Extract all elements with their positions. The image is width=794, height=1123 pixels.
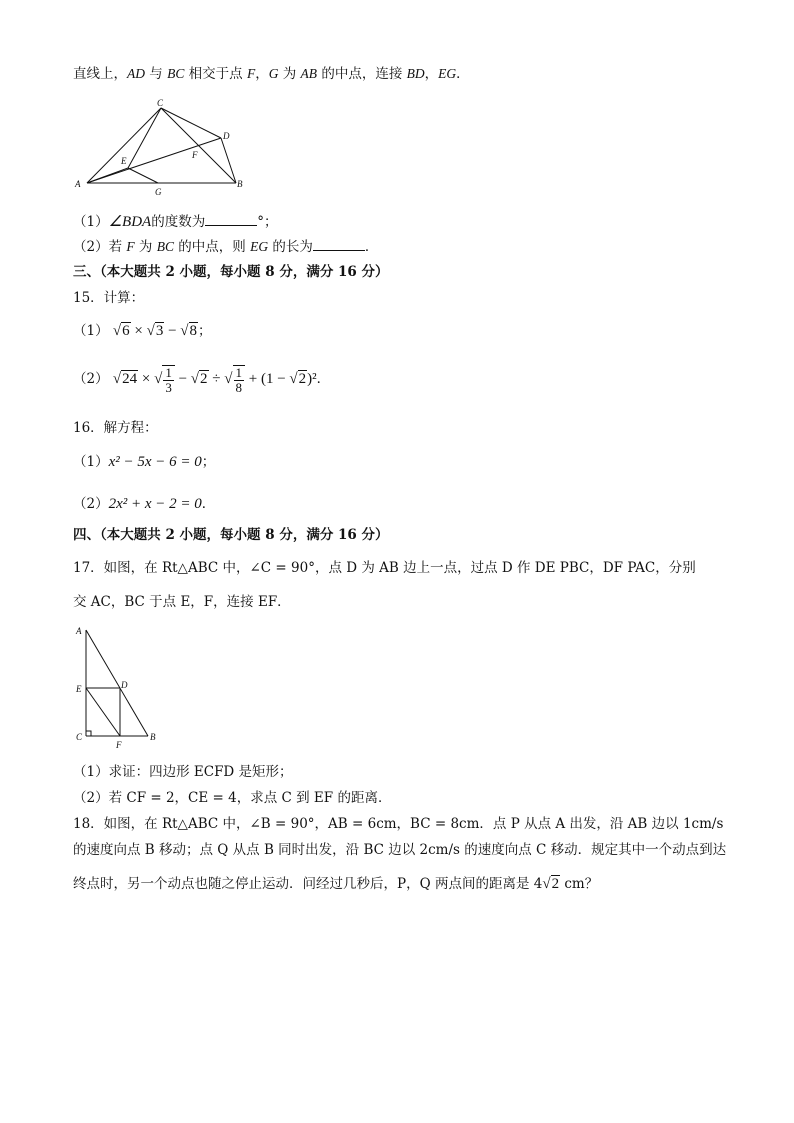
segment-cd bbox=[161, 108, 221, 138]
q15-sub2: （2） √24 × √ $\frac{1}{3}$ − √2 ÷ √ $\frac{1}{8}$ + (1 − √2)²． bbox=[73, 364, 331, 395]
answer-blank-2[interactable] bbox=[313, 238, 365, 251]
q14-sub1: （1）∠BDA的度数为 °； bbox=[73, 214, 278, 230]
label-f: F bbox=[192, 150, 198, 160]
segment-ad bbox=[87, 138, 221, 183]
segment-eg bbox=[128, 168, 158, 183]
right-angle-mark bbox=[86, 731, 91, 736]
label-f: F bbox=[116, 740, 122, 750]
label-e: E bbox=[121, 156, 127, 166]
q17-sub1: （1）求证：四边形 ECFD 是矩形； bbox=[73, 764, 293, 780]
label-e: E bbox=[76, 684, 82, 694]
label-a: A bbox=[76, 626, 82, 636]
q18-line1: 18．如图，在 Rt△ABC 中，∠B = 90°，AB = 6cm，BC = 8cm．点 P 从点 A 出发，沿 AB 边以 1cm/s bbox=[73, 816, 724, 832]
label-b: B bbox=[237, 179, 243, 189]
q17-line2: 交 AC，BC 于点 E，F，连接 EF． bbox=[73, 594, 291, 610]
q17-sub2: （2）若 CF = 2，CE = 4，求点 C 到 EF 的距离． bbox=[73, 790, 392, 806]
q18-line3: 终点时，另一个动点也随之停止运动．问经过几秒后，P，Q 两点间的距离是 4√2 cm？ bbox=[73, 876, 599, 892]
q16-sub1: （1）x² − 5x − 6 = 0； bbox=[73, 454, 216, 470]
section-4-title: 四、（本大题共 2 小题，每小题 8 分，满分 16 分） bbox=[73, 527, 389, 543]
label-g: G bbox=[155, 187, 162, 197]
label-d: D bbox=[121, 680, 128, 690]
answer-blank-1[interactable] bbox=[205, 213, 257, 226]
label-c: C bbox=[76, 732, 83, 742]
label-a: A bbox=[75, 179, 81, 189]
q18-line2: 的速度向点 B 移动；点 Q 从点 B 同时出发，沿 BC 边以 2cm/s 的速度向点 C 移动．规定其中一个动点到达 bbox=[73, 842, 727, 858]
segment-ea bbox=[87, 168, 128, 183]
section-3-title: 三、（本大题共 2 小题，每小题 8 分，满分 16 分） bbox=[73, 264, 389, 280]
segment-ef bbox=[86, 688, 120, 736]
figure-triangle-abc-d bbox=[70, 98, 255, 198]
q14-sub2: （2）若 F 为 BC 的中点，则 EG 的长为 ． bbox=[73, 239, 379, 255]
q16-sub2: （2）2x² + x − 2 = 0． bbox=[73, 496, 216, 512]
label-b: B bbox=[150, 732, 156, 742]
label-d: D bbox=[223, 131, 230, 141]
q15-sub1: （1） √6 × √3 − √8； bbox=[73, 323, 212, 339]
figure-right-triangle-abc bbox=[72, 622, 162, 752]
q16-title: 16．解方程： bbox=[73, 420, 158, 436]
q14-stem-continuation: 直线上，AD 与 BC 相交于点 F，G 为 AB 的中点，连接 BD，EG． bbox=[73, 66, 470, 82]
segment-ab bbox=[86, 630, 148, 736]
q17-line1: 17．如图，在 Rt△ABC 中，∠C = 90°，点 D 为 AB 边上一点，过点 D 作 DE PBC，DF PAC，分别 bbox=[73, 560, 696, 576]
segment-db bbox=[221, 138, 236, 183]
q15-title: 15．计算： bbox=[73, 290, 145, 306]
label-c: C bbox=[157, 98, 164, 108]
segment-ac bbox=[87, 108, 161, 183]
segment-ce bbox=[128, 108, 161, 168]
